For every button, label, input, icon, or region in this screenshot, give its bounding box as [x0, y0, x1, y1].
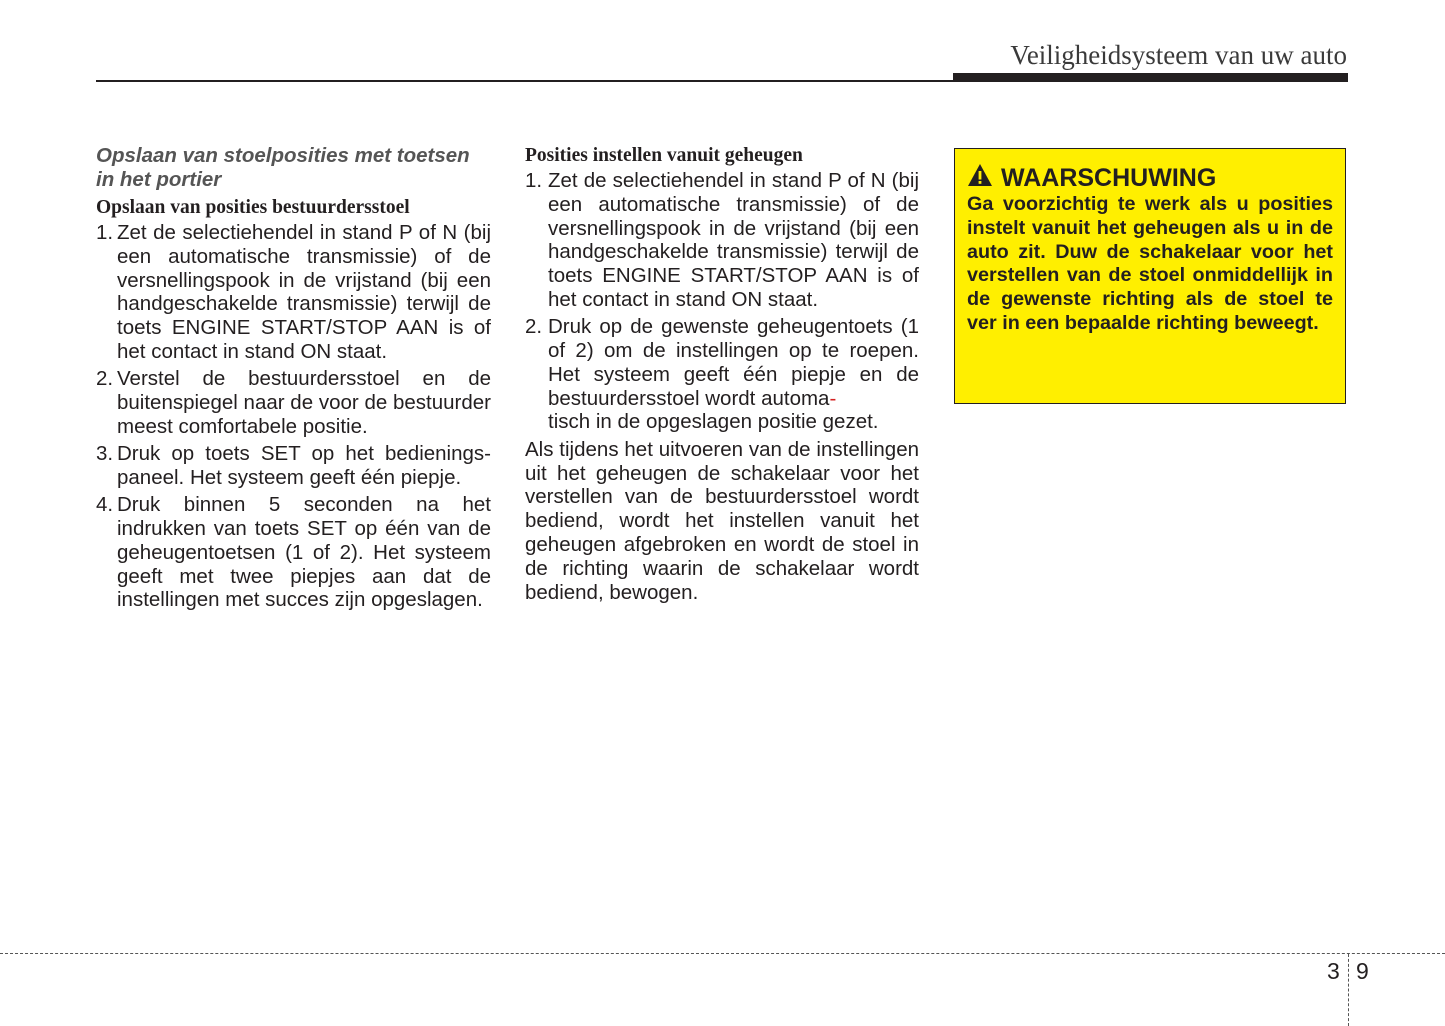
header-bar — [953, 73, 1348, 82]
section-heading: Opslaan van stoelposities met toetsen in het portier — [96, 144, 470, 191]
page-number-divider — [1348, 954, 1349, 1026]
step-text: Druk binnen 5 seconden na het indrukken van toets SET op één van de geheugentoetsen (1 of 2). Het systeem geeft met twee piepjes aan dat de instellingen met succes zijn opgeslagen. — [117, 493, 491, 612]
step-text: Zet de selectiehendel in stand P of N (bij een automatische transmissie) of de versnellingspook in de vrijstand (bij een handgeschakelde transmissie) terwijl de toets ENGINE START/STOP AAN is of het contact in stand ON staat. — [548, 169, 919, 311]
step-text-part: Druk op de gewenste geheugentoets (1 of 2) om de instellingen op te roepen. Het systeem geeft één piepje en de bestuurdersstoel wordt automa — [548, 315, 919, 410]
warning-title: WAARSCHUWING — [1001, 163, 1217, 192]
step-text: Verstel de bestuurdersstoel en de buitenspiegel naar de voor de bestuurder meest comfortabele positie. — [117, 367, 491, 438]
step-text-part: tisch in de opgeslagen positie gezet. — [548, 410, 879, 434]
hyphen-mark: - — [829, 386, 837, 410]
list-item — [96, 367, 491, 438]
recall-steps-list — [525, 169, 919, 434]
subheading-store-positions: Opslaan van posities bestuurdersstoel — [96, 197, 410, 218]
list-item — [96, 221, 491, 364]
warning-title-row — [967, 163, 1333, 192]
step-number: 2. — [525, 315, 543, 339]
warning-body: Ga voorzichtig te werk als u posities instelt vanuit het geheugen als u in de auto zit. Duw de schakelaar voor het verstellen van de stoel onmiddellijk in de gewenste richting als de stoel te ver in een bepaalde richting beweegt. — [967, 193, 1333, 334]
list-item — [96, 493, 491, 612]
list-item — [525, 315, 919, 434]
subheading-recall-positions: Posities instellen vanuit geheugen — [525, 145, 803, 166]
step-number: 1. — [96, 221, 114, 244]
page-number: 9 — [1356, 958, 1369, 984]
step-number: 3. — [96, 442, 114, 466]
store-steps-list — [96, 221, 491, 612]
page-header-title: Veiligheidsysteem van uw auto — [1010, 40, 1347, 70]
warning-triangle-icon — [967, 163, 993, 192]
warning-box — [954, 148, 1346, 404]
step-number: 1. — [525, 169, 543, 192]
list-item — [96, 442, 491, 490]
middle-column — [525, 144, 919, 604]
list-item — [525, 169, 919, 312]
step-text: Zet de selectiehendel in stand P of N (bij een automatische transmissie) of de versnellingspook in de vrijstand (bij een handgeschakelde transmissie) terwijl de toets ENGINE START/STOP AAN is of het contact in stand ON staat. — [117, 221, 491, 363]
step-number: 2. — [96, 367, 114, 391]
footer-rule — [0, 953, 1445, 954]
chapter-number: 3 — [1327, 958, 1340, 984]
step-text: Druk op toets SET op het bedienings-paneel. Het systeem geeft één piepje. — [117, 442, 491, 489]
step-text — [548, 315, 919, 434]
step-number: 4. — [96, 493, 114, 517]
interrupt-paragraph: Als tijdens het uitvoeren van de instellingen uit het geheugen de schakelaar voor het verstellen van de bestuurdersstoel wordt bediend, wordt het instellen vanuit het geheugen afgebroken en wordt de stoel in de richting waarin de schakelaar wordt bediend, bewogen. — [525, 437, 919, 604]
left-column — [96, 144, 491, 616]
